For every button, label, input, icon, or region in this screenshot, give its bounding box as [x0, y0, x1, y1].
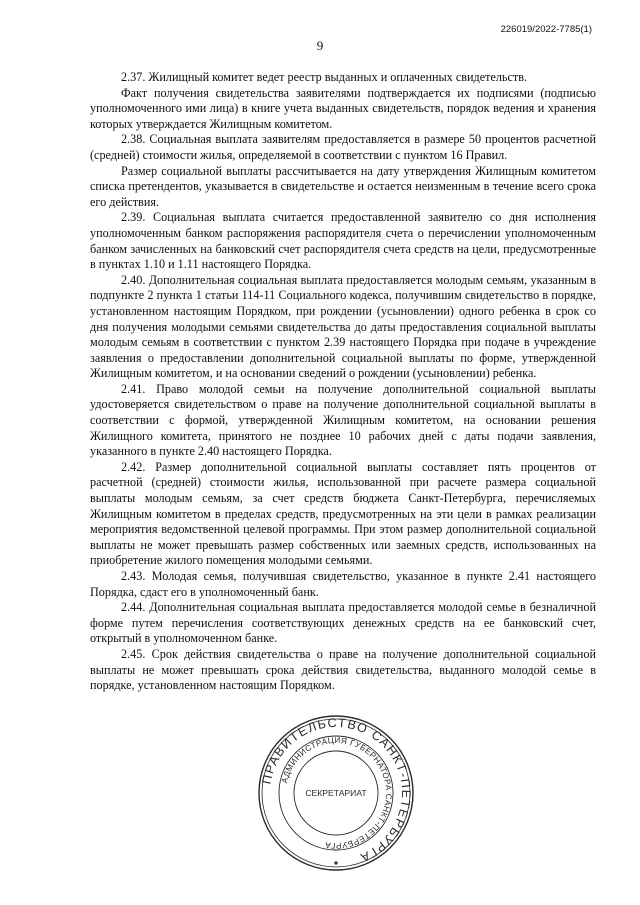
seal-outer-text: ПРАВИТЕЛЬСТВО САНКТ-ПЕТЕРБУРГА — [259, 715, 414, 866]
paragraph: 2.45. Срок действия свидетельства о праве на получение дополнительной социальной выплаты не может превышать срока действия свидетельства, выданного молодой семье в порядке, установленном настоящим Порядком. — [90, 646, 596, 693]
seal-center-text: СЕКРЕТАРИАТ — [305, 788, 367, 798]
paragraph: 2.39. Социальная выплата считается предоставленной заявителю со дня исполнения уполномоченным банком распоряжения распорядителя счета о перечислении уполномоченным банком зачисленных на банковский счет распорядителя счета средств на цели, предусмотренные в пунктах 1.10 и 1.11 настоящего Порядка. — [90, 210, 596, 272]
official-seal-stamp — [256, 713, 416, 873]
paragraph: 2.43. Молодая семья, получившая свидетельство, указанное в пункте 2.41 настоящего Порядка, сдаст его в уполномоченный банк. — [90, 569, 596, 599]
seal-inner-text: АДМИНИСТРАЦИЯ ГУБЕРНАТОРА САНКТ-ПЕТЕРБУРГА — [279, 735, 394, 851]
seal-star-icon — [334, 861, 337, 864]
paragraph: 2.42. Размер дополнительной социальной выплаты составляет пять процентов от расчетной (средней) стоимости жилья, использованной при расчете размера социальной выплаты молодым семьям, за счет средств бюджета Санкт-Петербурга, перечисляемых Жилищным комитетом в пределах средств, предусмотренных на эти цели в рамках реализации мероприятия ведомственной целевой программы. При этом размер дополнительной социальной выплаты не может превышать размер собственных или заемных средств, использованных на приобретение жилого помещения молодыми семьями. — [90, 459, 596, 568]
document-body — [90, 70, 596, 694]
paragraph: 2.38. Социальная выплата заявителям предоставляется в размере 50 процентов расчетной (средней) стоимости жилья, определяемой в соответствии с пунктом 16 Правил. — [90, 132, 596, 162]
paragraph: 2.40. Дополнительная социальная выплата предоставляется молодым семьям, указанным в подпункте 2 пункта 1 статьи 114-11 Социального кодекса, получившим свидетельство в порядке, установленном настоящим Порядком, при рождении (усыновлении) одного ребенка в срок со дня получения молодыми семьями свидетельства до даты предоставления социальной выплаты молодым семьям в соответствии с пунктом 2.39 настоящего Порядка при подаче в учреждение заявления о предоставлении дополнительной социальной выплаты по форме, утвержденной Жилищным комитетом, и на основании сведений о рождении (усыновлении) ребенка. — [90, 272, 596, 381]
page-number: 9 — [316, 38, 324, 53]
paragraph: Факт получения свидетельства заявителями подтверждается их подписями (подписью уполномоченного ими лица) в книге учета выданных свидетельств, порядок ведения и хранения которых утверждается Жилищным комитетом. — [90, 85, 596, 131]
paragraph: 2.41. Право молодой семьи на получение дополнительной социальной выплаты удостоверяется свидетельством о праве на получение дополнительной социальной выплаты в соответствии с формой, утвержденной Жилищным комитетом, на основании решения Жилищного комитета, принятого не позднее 10 рабочих дней с даты подачи заявления, указанного в пункте 2.40 настоящего Порядка. — [90, 381, 596, 459]
document-number: 226019/2022-7785(1) — [500, 24, 592, 35]
paragraph: 2.44. Дополнительная социальная выплата предоставляется молодой семье в безналичной форме путем перечисления соответствующих денежных средств на ее банковский счет, открытый в уполномоченном банке. — [90, 600, 596, 646]
paragraph: Размер социальной выплаты рассчитывается на дату утверждения Жилищным комитетом списка претендентов, указывается в свидетельстве и остается неизменным в течение всего срока его действия. — [90, 163, 596, 209]
paragraph: 2.37. Жилищный комитет ведет реестр выданных и оплаченных свидетельств. — [121, 70, 528, 84]
